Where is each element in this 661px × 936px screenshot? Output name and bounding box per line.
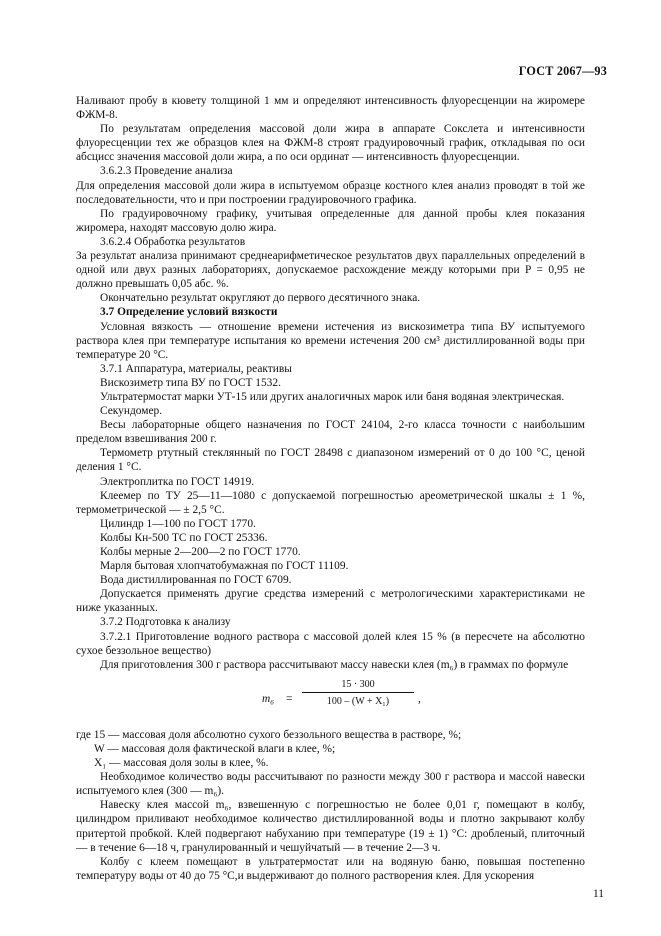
formula-numerator: 15 · 300 [302,678,414,693]
list-item: Цилиндр 1—100 по ГОСТ 1770. [100,517,256,530]
paragraph: Для определения массовой доли жира в испытуемом образце костного клея анализ проводят в той же последовательности, что и при построении градуировочного графика. [76,179,585,206]
variable-definitions [76,728,585,770]
paragraph: По результатам определения массовой доли жира в аппарате Сокслета и интенсивности флуоресценции тех же образцов клея на ФЖМ-8 строят градуировочный график, откладывая по оси абсцисс значения массовой доли жира, а по оси ординат — интенсивность флуоресценции. [76,123,585,164]
paragraph: Колбу с клеем помещают в ультратермостат или на водяную баню, повышая постепенно температуру воды от 40 до 75 °С,и выдерживают до полного растворения клея. Для ускорения [76,855,585,882]
list-item: Вода дистиллированная по ГОСТ 6709. [100,574,292,587]
list-item: Весы лабораторные общего назначения по ГОСТ 24104, 2-го класса точности с наибольшим пределом взвешивания 200 г. [76,419,585,446]
list-item: Вискозиметр типа ВУ по ГОСТ 1532. [100,376,281,389]
list-item: Колбы мерные 2—200—2 по ГОСТ 1770. [100,546,301,558]
list-item: Марля бытовая хлопчатобумажная по ГОСТ 11109. [100,560,349,573]
paragraph: Окончательно результат округляют до первого десятичного знака. [100,292,421,305]
list-item: Электроплитка по ГОСТ 14919. [100,475,255,488]
formula-lhs: m₆ [262,692,275,705]
subsection-heading: 3.7.2 Подготовка к анализу [100,616,231,629]
list-item: Колбы Кн-500 ТС по ГОСТ 25336. [100,531,268,544]
formula-equals: = [286,692,293,705]
variable-definition: X₁ — массовая доля золы в клее, %. [94,757,269,770]
paragraph: Для приготовления 300 г раствора рассчитывают массу навески клея (m₆) в граммах по формуле [100,658,569,671]
paragraph: По градуировочному графику, учитывая определенные для данной пробы клея показания жиромера, находят массовую долю жира. [76,207,585,234]
paragraph: За результат анализа принимают среднеарифметическое результатов двух параллельных определений в одной или двух разных лабораториях, допускаемое расхождение между которыми при P = 0,95 не должно превышать 0,05 абс. %. [76,250,585,291]
page-number: 11 [593,888,604,900]
document-id-header: ГОСТ 2067—93 [518,64,607,78]
list-item: Ультратермостат марки УТ-15 или других аналогичных марок или баня водяная электрическая. [100,390,565,403]
variable-definition: где 15 — массовая доля абсолютно сухого беззольного вещества в растворе, %; [76,728,462,741]
paragraph: Наливают пробу в кювету толщиной 1 мм и определяют интенсивность флуоресценции на жиромере ФЖМ-8. [76,95,585,122]
subsection-heading: 3.7.1 Аппаратура, материалы, реактивы [100,362,292,375]
formula [76,678,585,718]
paragraph: Навеску клея массой m₆, взвешенную с погрешностью не более 0,01 г, помещают в колбу, цилиндром приливают необходимое количество дистиллированной воды и плотно закрывают колбу притертой пробкой. Клей подвергают набуханию при температуре (19 ± 1) °С: дробленый, плиточный — в течение 6—18 ч, гранулированный и чешуйчатый — в течение 2—3 ч. [76,799,585,854]
paragraph: Условная вязкость — отношение времени истечения из вискозиметра типа ВУ испытуемого раствора клея при температуре испытания ко времени истечения 200 см³ дистиллированной воды при температуре 20 °С. [76,320,585,361]
section-heading: 3.7 Определение условий вязкости [100,306,278,319]
formula-fraction [302,678,414,708]
paragraph: 3.7.2.1 Приготовление водного раствора с массовой долей клея 15 % (в пересчете на абсолютно сухое беззольное вещество) [76,630,585,657]
list-item: Термометр ртутный стеклянный по ГОСТ 28498 с диапазоном измерений от 0 до 100 °С, ценой деления 1 °С. [76,447,585,474]
list-item: Секундомер. [100,405,163,418]
document-body [76,94,585,883]
paragraph: Допускается применять другие средства измерений с метрологическими характеристиками не ниже указанных. [76,588,585,615]
variable-definition: W — массовая доля фактической влаги в клее, %; [94,742,336,755]
list-item: Клеемер по ТУ 25—11—1080 с допускаемой погрешностью ареометрической шкалы ± 1 %, термометрической — ± 2,5 °С. [76,489,585,516]
paragraph: Необходимое количество воды рассчитывают по разности между 300 г раствора и массой навески испытуемого клея (300 — m₆). [76,771,585,798]
subsection-heading: 3.6.2.4 Обработка результатов [100,235,246,248]
formula-denominator: 100 – (W + X₁) [326,695,390,707]
formula-comma: , [418,692,421,705]
subsection-heading: 3.6.2.3 Проведение анализа [100,165,233,178]
